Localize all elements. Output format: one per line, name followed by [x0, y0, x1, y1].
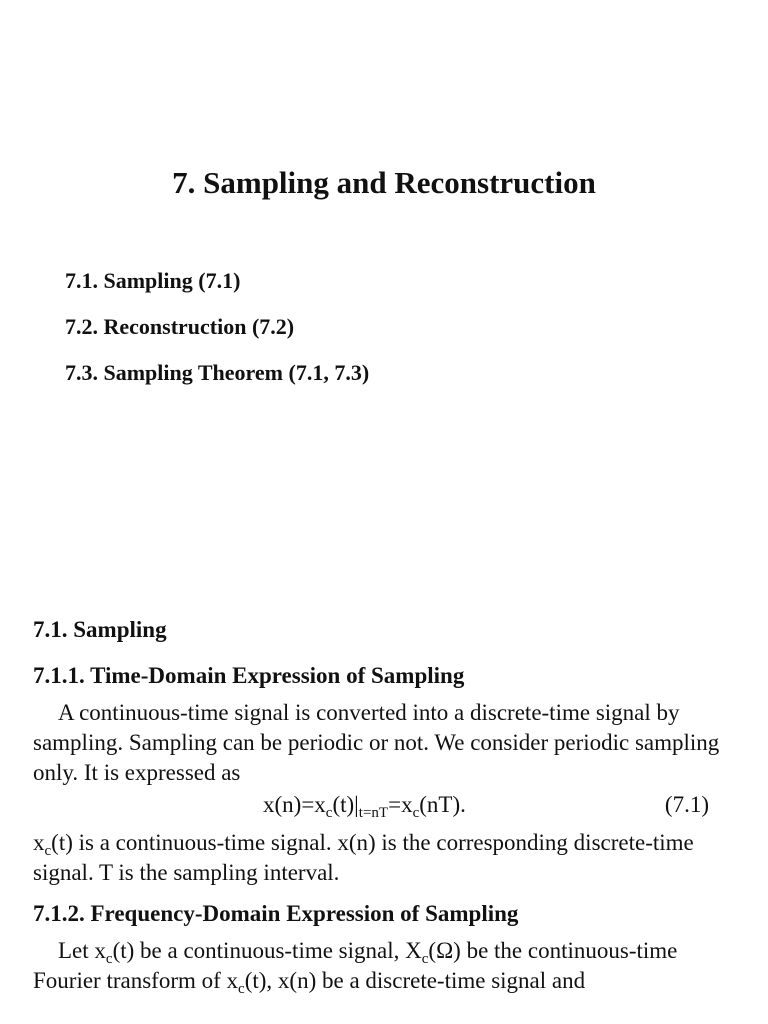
- toc-item-reconstruction: 7.2. Reconstruction (7.2): [65, 314, 295, 339]
- table-of-contents: [65, 265, 369, 403]
- section-content: [33, 614, 733, 996]
- equation-7-1: [33, 790, 733, 826]
- subsection-heading-frequency-domain: 7.1.2. Frequency-Domain Expression of Sampling: [33, 901, 519, 926]
- equation-body: $x(n)=x_c(t)|_{t=nT}=x_c(nT)$.: [263, 792, 466, 821]
- section-heading-sampling: 7.1. Sampling: [33, 617, 167, 642]
- paragraph-sampling-intro: A continuous-time signal is converted into a discrete-time signal by sampling. Sampling can be periodic or not. We consider periodic sampling only. It is expressed as: [33, 700, 720, 785]
- subsection-heading-time-domain: 7.1.1. Time-Domain Expression of Sampling: [33, 663, 465, 688]
- paragraph-definitions: $x_c(t)$ is a continuous-time signal. x(n) is the corresponding discrete-time signal. T is the sampling interval.: [33, 830, 694, 885]
- paragraph-frequency-intro: Let $x_c(t)$ be a continuous-time signal, $X_c(\Omega)$ be the continuous-time Fourier transform of $x_c(t)$, x(n) be a discrete-time signal and: [33, 938, 678, 997]
- equation-number: (7.1): [664, 792, 709, 817]
- toc-item-sampling: 7.1. Sampling (7.1): [65, 268, 241, 293]
- toc-item-sampling-theorem: 7.3. Sampling Theorem (7.1, 7.3): [65, 360, 370, 385]
- page-title: 7. Sampling and Reconstruction: [172, 165, 596, 200]
